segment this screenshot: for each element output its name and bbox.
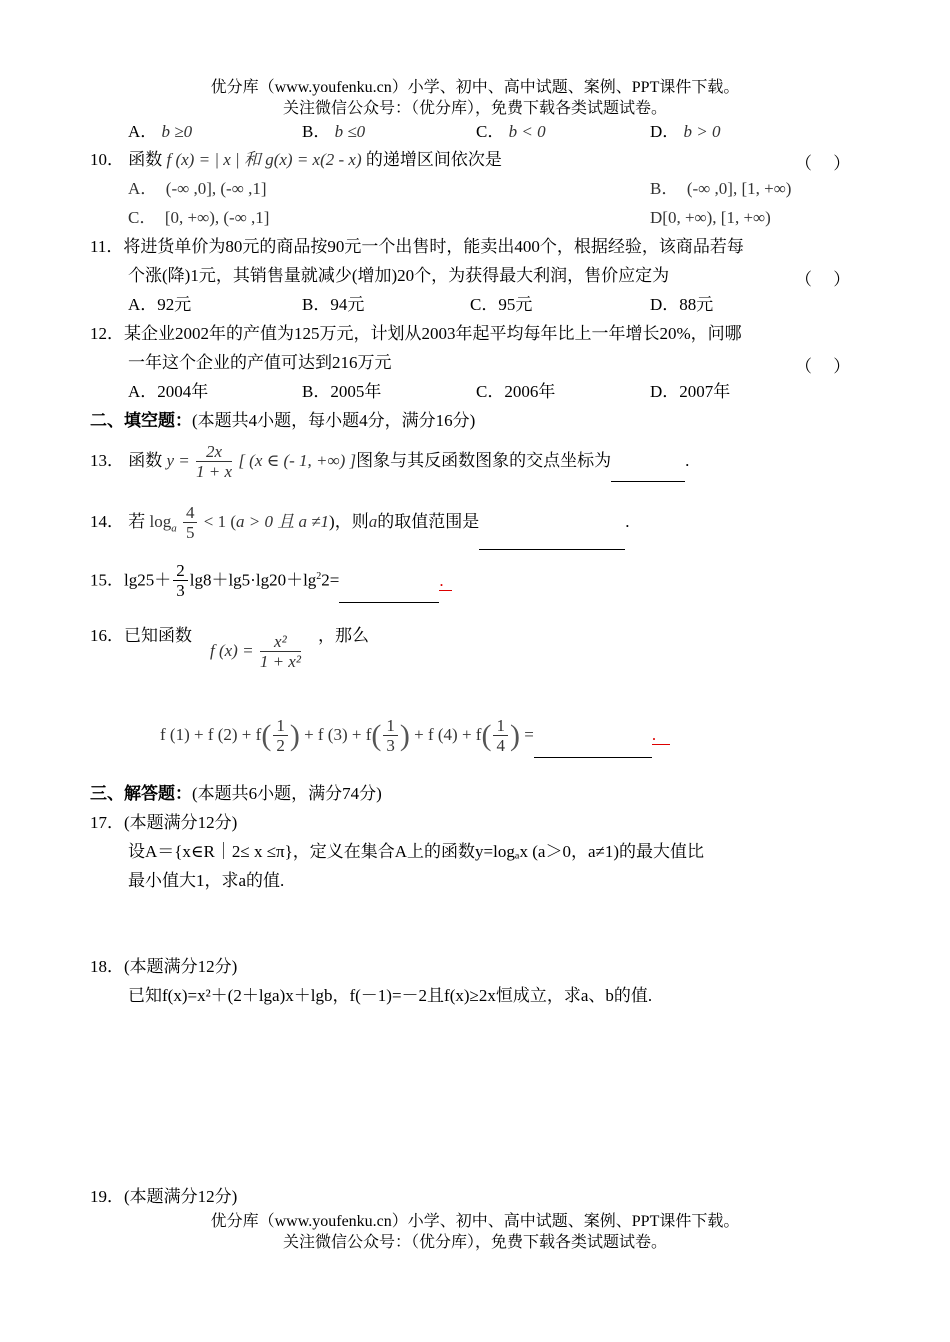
- answer-blank[interactable]: [611, 463, 685, 482]
- option-math: b ≤0: [334, 122, 366, 141]
- footer-line-2: 关注微信公众号：（优分库），免费下载各类试题试卷。: [282, 1234, 667, 1251]
- section-desc: (本题共6小题，满分74分): [192, 784, 382, 803]
- fraction-numerator: 1: [383, 717, 398, 736]
- question-number: 17．: [90, 813, 124, 832]
- q13-fraction: [196, 443, 232, 482]
- q11-option-d: D．88元: [650, 295, 714, 314]
- frac-quarter: [493, 717, 508, 756]
- stem-text: 若: [128, 512, 146, 531]
- fraction-numerator: 2: [173, 562, 188, 581]
- paren-right: ): [399, 719, 410, 753]
- stem-math: f (x) =: [210, 641, 254, 660]
- stem-text: lg25＋: [124, 570, 172, 590]
- q10-option-c: C． [0, +∞), (-∞ ,1]: [128, 208, 270, 227]
- option-math: b ≥0: [161, 122, 193, 141]
- score-note: (本题满分12分): [124, 813, 238, 832]
- question-number: 12．: [90, 324, 124, 343]
- q16-function: [210, 628, 303, 674]
- section-title: 三、解答题：: [90, 784, 192, 803]
- q16-stem-b: ，那么: [318, 626, 369, 645]
- answer-blank[interactable]: [534, 735, 652, 758]
- q15-fraction: [173, 562, 188, 601]
- q12-option-b: B．2005年: [302, 382, 382, 401]
- expr-part: f (1) + f (2) + f: [160, 725, 262, 744]
- q10-option-d: D[0, +∞), [1, +∞): [650, 208, 771, 227]
- question-number: 11．: [90, 237, 124, 256]
- section-3-heading: [90, 783, 382, 805]
- header-line-2: 关注微信公众号：（优分库），免费下载各类试题试卷。: [282, 100, 667, 117]
- stem-math: < 1 (: [203, 512, 236, 531]
- stem-math: a: [368, 512, 378, 531]
- question-number: 13．: [90, 451, 124, 470]
- paren-left: (: [481, 719, 492, 753]
- option-math: b > 0: [683, 122, 721, 141]
- q11-option-c: C．95元: [470, 295, 533, 314]
- expr-part: + f (3) + f: [304, 725, 372, 744]
- fraction-denominator: 1 + x: [196, 461, 233, 481]
- score-note: (本题满分12分): [124, 957, 238, 976]
- q11-stem-line2: 个涨(降)1元，其销售量就减少(增加)20个，为获得最大利润，售价应定为: [128, 266, 670, 285]
- q13-stem: [90, 440, 689, 482]
- footer-line-1: 优分库（www.youfenku.cn）小学、初中、高中试题、案例、PPT课件下载。: [210, 1213, 740, 1230]
- score-note: (本题满分12分): [124, 1187, 238, 1206]
- paren-left: (: [371, 719, 382, 753]
- q16-expression: [160, 712, 670, 758]
- stem-text: 已知函数: [124, 626, 192, 645]
- expr-part: + f (4) + f: [414, 725, 482, 744]
- log-base: a: [171, 522, 177, 535]
- q9-option-d: [650, 121, 721, 143]
- q15-stem: [90, 555, 452, 603]
- question-number: 16．: [90, 626, 124, 645]
- q11-option-a: A．92元: [128, 295, 192, 314]
- superscript: 2: [316, 571, 322, 582]
- q14-stem: [90, 500, 629, 550]
- answer-blank[interactable]: [479, 531, 625, 550]
- stem-text: 的递增区间依次是: [365, 150, 502, 169]
- q17-header: [90, 812, 237, 834]
- option-label: A．: [128, 122, 158, 141]
- q17-line1: 设A＝{x∈R｜2≤ x ≤π}，定义在集合A上的函数y=logₐx (a＞0，a≠1)的最大值比: [128, 842, 704, 861]
- q11-answer-paren: （ ）: [795, 270, 851, 289]
- answer-blank[interactable]: [339, 584, 439, 603]
- fraction-numerator: x²: [260, 633, 301, 652]
- question-number: 19．: [90, 1187, 124, 1206]
- section-2-heading: [90, 410, 475, 432]
- q10-option-b: B． (-∞ ,0], [1, +∞): [650, 179, 792, 198]
- frac-half: [273, 717, 288, 756]
- stem-text: )，则: [329, 512, 369, 531]
- stem-math: f (x) = | x | 和 g(x) = x(2 - x): [166, 150, 362, 169]
- expr-part: =: [524, 725, 534, 744]
- frac-third: [383, 717, 398, 756]
- fraction-denominator: 4: [496, 735, 505, 755]
- option-label: B．: [302, 122, 331, 141]
- q11-option-b: B．94元: [302, 295, 365, 314]
- stem-text: 某企业2002年的产值为125万元，计划从2003年起平均每年比上一年增长20%，问哪: [124, 324, 742, 343]
- option-label: C．: [476, 122, 505, 141]
- stem-math: y =: [166, 451, 190, 470]
- question-number: 18．: [90, 957, 124, 976]
- option-math: b < 0: [508, 122, 546, 141]
- q9-option-c: [476, 121, 546, 143]
- q18-header: [90, 956, 237, 978]
- question-number: 15．: [90, 570, 124, 590]
- paren-right: ): [289, 719, 300, 753]
- q9-option-b: [302, 121, 365, 143]
- q11-stem-line1: [90, 236, 744, 258]
- q12-stem-line2: 一年这个企业的产值可达到216万元: [128, 353, 392, 372]
- fraction-denominator: 2: [276, 735, 285, 755]
- stem-math: log: [149, 512, 172, 531]
- stem-math: a > 0 且 a ≠1: [235, 512, 330, 531]
- fraction-numerator: 2x: [196, 443, 232, 462]
- q14-fraction: [183, 504, 198, 543]
- q16-stem-a: [90, 625, 192, 647]
- q10-option-a: A． (-∞ ,0], (-∞ ,1]: [128, 179, 267, 198]
- fraction-denominator: 1 + x²: [259, 651, 301, 671]
- fraction-numerator: 4: [183, 504, 198, 523]
- stem-text: .: [625, 512, 630, 531]
- question-number: 14．: [90, 512, 124, 531]
- stem-text: 的取值范围是: [377, 512, 480, 531]
- q10-answer-paren: （ ）: [795, 154, 851, 173]
- header-line-1: 优分库（www.youfenku.cn）小学、初中、高中试题、案例、PPT课件下载。: [210, 79, 740, 96]
- fraction-numerator: 1: [493, 717, 508, 736]
- fraction-denominator: 3: [176, 581, 185, 601]
- option-label: D．: [650, 122, 680, 141]
- stem-text: 将进货单价为80元的商品按90元一个出售时，能卖出400个，根据经验，该商品若每: [123, 237, 744, 256]
- fraction-numerator: 1: [273, 717, 288, 736]
- fraction-denominator: 3: [386, 735, 395, 755]
- stem-text: 函数: [128, 451, 163, 470]
- q12-option-c: C．2006年: [476, 382, 556, 401]
- stem-text: 2=: [321, 570, 340, 590]
- section-title: 二、填空题：: [90, 411, 192, 430]
- question-number: 10．: [90, 150, 124, 169]
- q19-header: [90, 1186, 237, 1208]
- red-mark: .: [439, 571, 451, 591]
- q17-line2: 最小值大1，求a的值.: [128, 871, 285, 890]
- q10-stem: [90, 149, 502, 171]
- section-desc: (本题共4小题，每小题4分，满分16分): [192, 411, 476, 430]
- paren-left: (: [261, 719, 272, 753]
- stem-math: [ (x ∈ (- 1, +∞) ]: [238, 451, 357, 470]
- stem-text: 函数: [128, 150, 163, 169]
- q9-option-a: [128, 121, 192, 143]
- q12-stem-line1: [90, 323, 742, 345]
- stem-text: 图象与其反函数图象的交点坐标为: [356, 451, 612, 470]
- q12-option-a: A．2004年: [128, 382, 209, 401]
- q16-fraction: [260, 633, 301, 672]
- stem-text: .: [685, 451, 690, 470]
- fraction-denominator: 5: [185, 522, 195, 542]
- paren-right: ): [509, 719, 520, 753]
- red-mark: .: [652, 725, 670, 745]
- q12-option-d: D．2007年: [650, 382, 731, 401]
- stem-text: lg8＋lg5·lg20＋lg: [189, 570, 317, 590]
- q12-answer-paren: （ ）: [795, 357, 851, 376]
- q18-line1: 已知f(x)=x²＋(2＋lga)x＋lgb，f(－1)=－2且f(x)≥2x恒成立，求a、b的值.: [128, 986, 653, 1005]
